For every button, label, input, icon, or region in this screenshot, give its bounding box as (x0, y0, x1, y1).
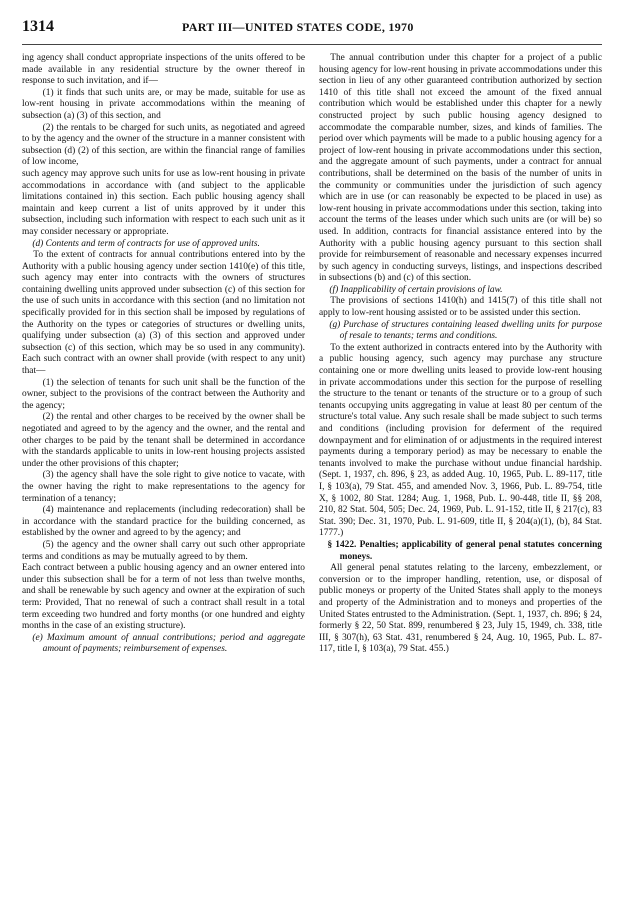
paragraph: (5) the agency and the owner shall carry out such other appropriate terms and conditions as may be mutually agreed to by them. (22, 539, 305, 562)
paragraph: To the extent of contracts for annual contributions entered into by the Authority with a public housing agency under section 1410(e) of this title, such agency may enter into contracts with the owners of structures containing dwelling units approved under subsection (c) of this section for the use of such units in accordance with this section (and no limitation not specifically provided for in this section shall be imposed by regulations of the Authority on the types or categories of structures or dwelling units, qualifying under subsection (a) (3) of this section and approved under subsection (c) of this section, which may be so used in any community). Each such contract with an owner shall provide (with respect to any unit) that— (22, 250, 305, 377)
paragraph: The annual contribution under this chapter for a project of a public housing agency for low-rent housing in private accommodations under this section in lieu of any other guaranteed contribution authorized by section 1410 of this title shall not exceed the amount of the fixed annual contribution which would be established under this chapter for a newly constructed project by such public housing agency designed to accommodate the comparable number, sizes, and kinds of families. The period over which payments will be made to a public housing agency for a project of low-rent housing in private accommodations under this section, and the aggregate amount of such payments, under a contract for annual contributions, shall be determined on the basis of the number of units in the community or communities under the jurisdiction of such agency which are in use (or can reasonably be expected to be placed in use) as low-rent housing in private accommodations under this section, taking into account the terms of the leases under which such units are (or will be) so used. In addition, contracts for financial assistance entered into by the Authority with a public housing agency pursuant to this section shall provide for reimbursement of reasonable and necessary expenses incurred by such agency in conducting surveys, listings, and inspections described in subsections (b) and (c) of this section. (319, 53, 602, 284)
paragraph: (4) maintenance and replacements (including redecoration) shall be in accordance with the standard practice for the building concerned, as established by the owner and agreed to by the agency; and (22, 505, 305, 539)
subsection-heading: (d) Contents and term of contracts for use of approved units. (32, 238, 260, 249)
paragraph: (1) the selection of tenants for such unit shall be the function of the owner, subject to the provisions of the contract between the Authority and the agency; (22, 377, 305, 411)
right-column (319, 53, 602, 656)
text-columns (22, 53, 602, 656)
paragraph: (2) the rental and other charges to be received by the owner shall be negotiated and agreed to by the agency and the owner, and the rental and other charges to be paid by the tenant shall be determined in accordance with the standards applicable to units in low-rent housing projects assisted under the other provisions of this chapter; (22, 412, 305, 469)
section-heading: § 1422. Penalties; applicability of general penal statutes concerning moneys. (327, 539, 602, 562)
paragraph: To the extent authorized in contracts entered into by the Authority with a public housing agency, such agency may purchase any structure containing one or more dwelling units leased to provide low-rent housing in private accommodations under this section for the purpose of reselling the structure to the tenant or tenants of the structure or to a group of such tenants occupying units aggregating in value at least 80 per centum of the structure's total value. Any such resale shall be made subject to such terms and conditions (including provision for deferment of the required downpayment and for elimination of or adjustments in the required interest payments during a temporary period) as may be necessary to enable the tenants involved to make the purchase without undue financial hardship. (Sept. 1, 1937, ch. 896, § 23, as added Aug. 10, 1965, Pub. L. 89-117, title I, § 103(a), 79 Stat. 455, and amended Nov. 3, 1966, Pub. L. 89-754, title X, § 1002, 80 Stat. 1284; Aug. 1, 1968, Pub. L. 90-448, title II, §§ 208, 210, 82 Stat. 504, 505; Dec. 24, 1969, Pub. L. 91-152, title II, § 217(c), 83 Stat. 390; Dec. 31, 1970, Pub. L. 91-609, title II, § 204(a)(1), (b), 84 Stat. 1777.) (319, 342, 602, 539)
subsection-heading: (g) Purchase of structures containing leased dwelling units for purpose of resale to tenants; terms and conditions. (329, 319, 602, 342)
page-number: 1314 (22, 18, 54, 35)
left-column (22, 53, 305, 656)
paragraph: (2) the rentals to be charged for such units, as negotiated and agreed to by the agency and the owner of the structure in a manner consistent with subsection (d) (2) of this section, are within the financial range of families of low income, (22, 122, 305, 168)
subsection-heading: (f) Inapplicability of certain provisions of law. (329, 284, 503, 295)
paragraph: Each contract between a public housing agency and an owner entered into under this subsection shall be for a term of not less than twelve months, and shall be renewable by such agency and owner at the expiration of such term: Provided, That no renewal of such a contract shall result in a total term exceeding two hundred and forty months (or one hundred and eighty months in the case of an existing structure). (22, 563, 305, 632)
page-header (22, 18, 602, 45)
subsection-heading: (e) Maximum amount of annual contributions; period and aggregate amount of payments; reimbursement of expenses. (32, 632, 305, 655)
running-title: PART III—UNITED STATES CODE, 1970 (182, 20, 414, 34)
paragraph: The provisions of sections 1410(h) and 1415(7) of this title shall not apply to low-rent housing assisted or to be assisted under this section. (319, 296, 602, 319)
paragraph: ing agency shall conduct appropriate inspections of the units offered to be made available in any residential structure by the owner thereof in response to such invitation, and if— (22, 53, 305, 87)
paragraph: All general penal statutes relating to the larceny, embezzlement, or conversion or to the improper handling, retention, use, or disposal of public moneys or property of the United States shall apply to the moneys and property of the Administration and to moneys and properties of the United States entrusted to the Administration. (Sept. 1, 1937, ch. 896; § 24, formerly § 22, 50 Stat. 899, renumbered § 23, July 15, 1949, ch. 338, title III, § 307(h), 63 Stat. 431, renumbered § 24, Aug. 10, 1965, Pub. L. 87-117, title I, § 103(a), 79 Stat. 455.) (319, 563, 602, 655)
paragraph: (3) the agency shall have the sole right to give notice to vacate, with the owner having the right to make representations to the agency for termination of a tenancy; (22, 470, 305, 504)
paragraph: such agency may approve such units for use as low-rent housing in private accommodations in accordance with (and subject to the applicable limitations contained in) this section. Each public housing agency shall maintain and keep current a list of units approved by it under this subsection, including such information with respect to each such unit as it may consider necessary or appropriate. (22, 168, 305, 237)
paragraph: (1) it finds that such units are, or may be made, suitable for use as low-rent housing in private accommodations within the meaning of subsection (a) (3) of this section, and (22, 87, 305, 121)
